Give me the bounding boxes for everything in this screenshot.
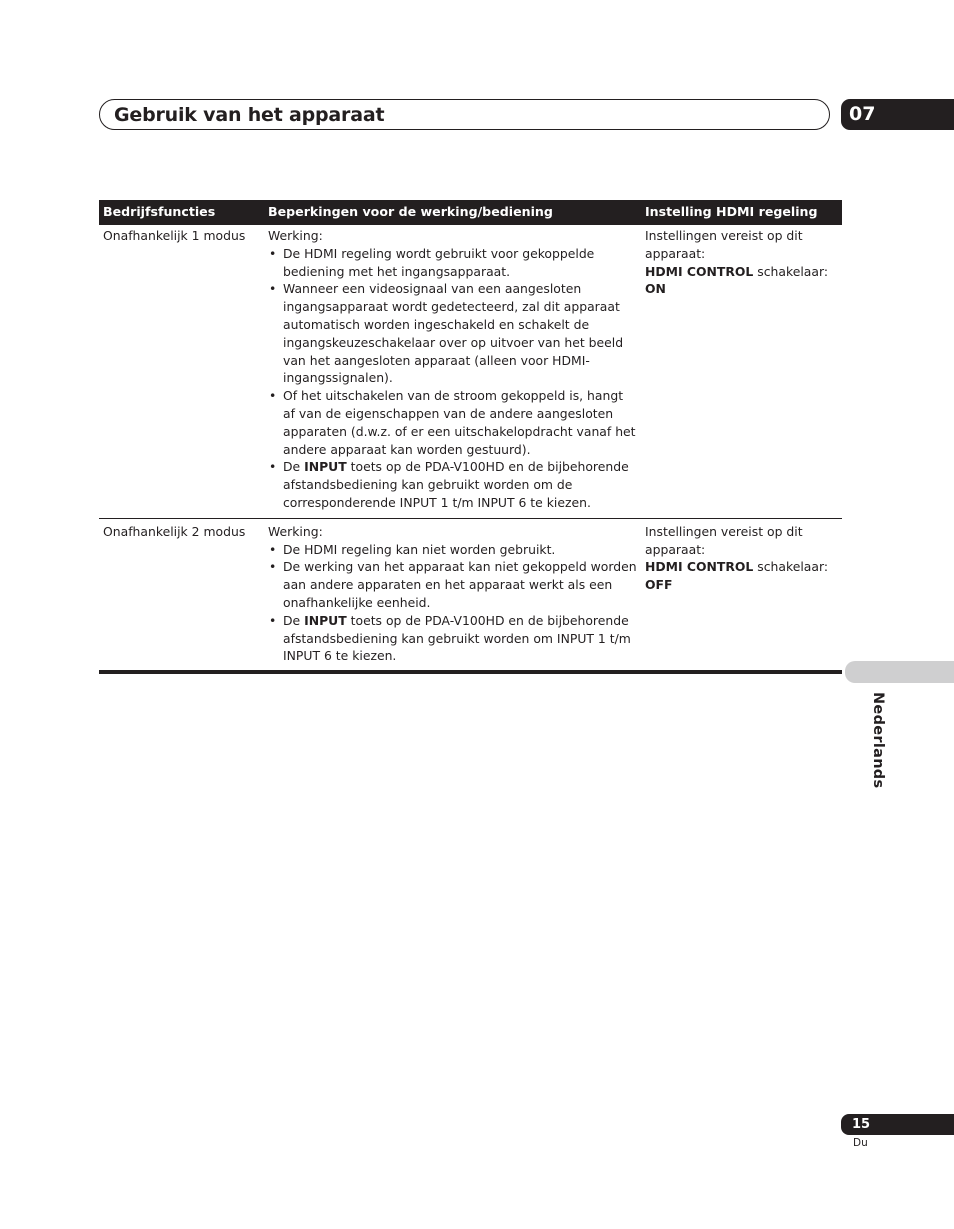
list-item: • De INPUT toets op de PDA-V100HD en de bijbehorende afstandsbediening kan gebruikt worden om de corresponderende INPUT 1 t/m INPUT 6 te kiezen. — [269, 459, 629, 510]
page-title: Gebruik van het apparaat — [114, 104, 385, 126]
list-item: • De INPUT toets op de PDA-V100HD en de bijbehorende afstandsbediening kan gebruikt worden om INPUT 1 t/m INPUT 6 te kiezen. — [269, 612, 631, 664]
hdmi-control-label: HDMI CONTROL — [645, 263, 754, 279]
setting-line: HDMI CONTROL schakelaar: — [645, 559, 829, 575]
restrictions-cell — [264, 518, 641, 672]
column-header-functions: Bedrijfsfuncties — [99, 200, 264, 225]
setting-intro: Instellingen vereist op dit apparaat: — [645, 523, 803, 557]
setting-value: ON — [645, 281, 666, 297]
column-header-hdmi-setting: Instelling HDMI regeling — [641, 200, 842, 225]
list-item: • Of het uitschakelen van de stroom gekoppeld is, hangt af van de eigenschappen van de andere aangesloten apparaten (d.w.z. of er een uitschakelopdracht vanaf het andere apparaat kan worden gestuurd). — [269, 388, 636, 457]
table-row — [99, 225, 842, 518]
list-item: • Wanneer een videosignaal van een aangesloten ingangsapparaat wordt gedetecteerd, zal dit apparaat automatisch worden ingeschakeld en schakelt de ingangskeuzeschakelaar over op uitvoer van het beeld van het aangesloten apparaat (alleen voor HDMI-ingangssignalen). — [269, 281, 624, 386]
hdmi-control-table — [99, 200, 842, 674]
setting-line: HDMI CONTROL schakelaar: — [645, 263, 829, 279]
function-cell: Onafhankelijk 1 modus — [99, 225, 264, 518]
setting-intro: Instellingen vereist op dit apparaat: — [645, 228, 803, 261]
language-tab — [845, 661, 954, 683]
list-item: • De werking van het apparaat kan niet gekoppeld worden aan andere apparaten en het apparaat werkt als een onafhankelijke eenheid. — [269, 559, 637, 610]
hdmi-setting-cell — [641, 518, 842, 672]
hdmi-control-label: HDMI CONTROL — [645, 559, 754, 575]
column-header-restrictions: Beperkingen voor de werking/bediening — [264, 200, 641, 225]
language-label: Nederlands — [870, 692, 886, 789]
page-number: 15 — [852, 1117, 871, 1132]
page-language-code: Du — [853, 1137, 868, 1149]
operation-intro: Werking: — [268, 523, 323, 539]
restrictions-cell — [264, 225, 641, 518]
hdmi-setting-cell — [641, 225, 842, 518]
input-key-label: INPUT — [304, 459, 347, 475]
list-item: • De HDMI regeling kan niet worden gebruikt. — [269, 541, 556, 557]
restriction-list — [268, 541, 637, 666]
list-item: • De HDMI regeling wordt gebruikt voor gekoppelde bediening met het ingangsapparaat. — [269, 245, 595, 279]
operation-intro: Werking: — [268, 228, 323, 243]
table-row — [99, 518, 842, 672]
input-key-label: INPUT — [304, 612, 347, 628]
setting-value: OFF — [645, 577, 673, 593]
chapter-number: 07 — [849, 103, 876, 125]
restriction-list — [268, 245, 637, 512]
table-header-row — [99, 200, 842, 225]
function-cell: Onafhankelijk 2 modus — [99, 518, 264, 672]
